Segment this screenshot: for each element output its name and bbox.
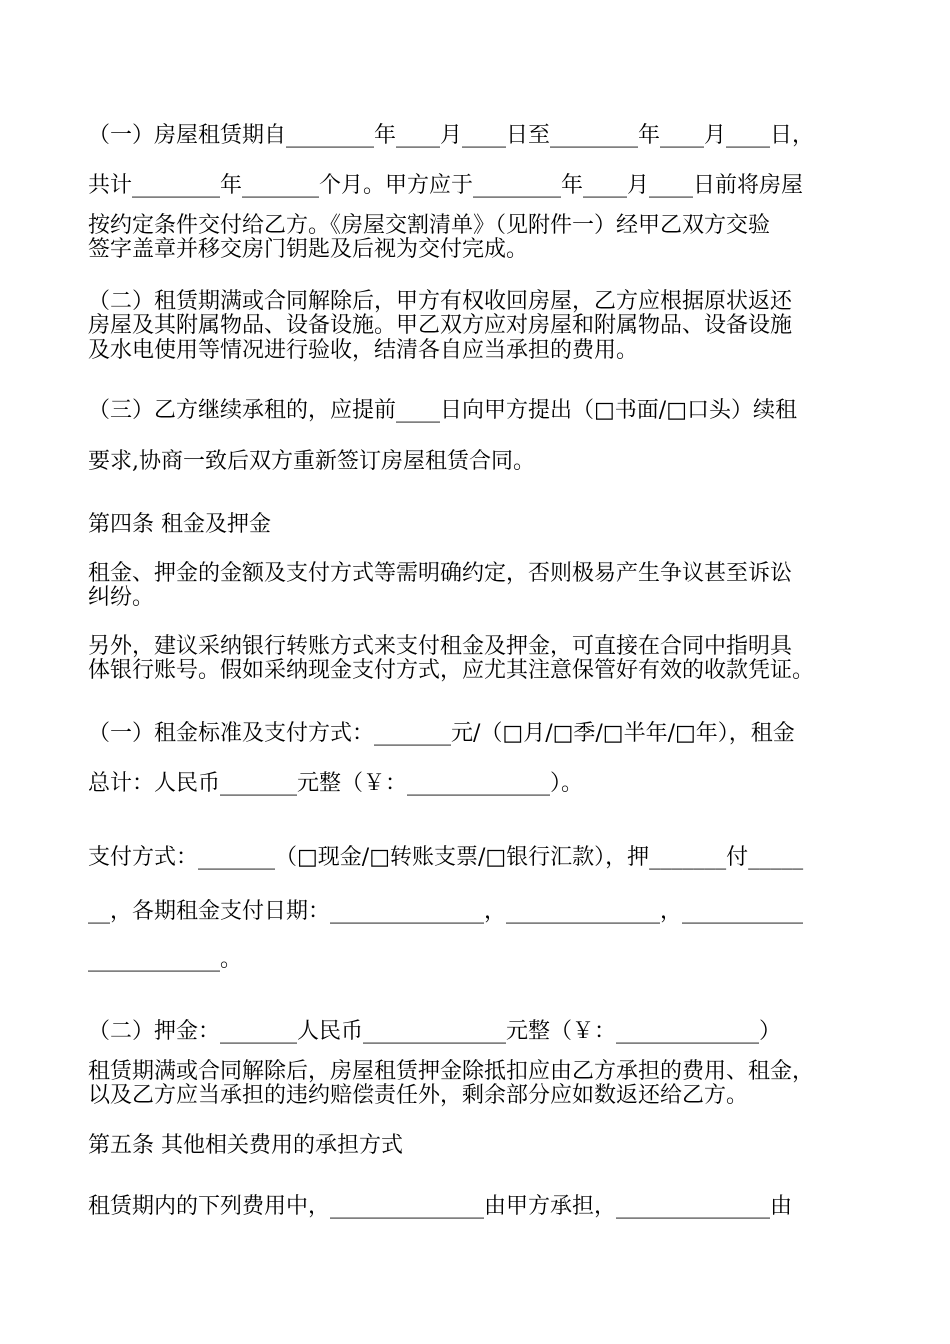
renewal-clause-line-2: 要求,协商一致后双方重新签订房屋租赁合同。	[88, 449, 535, 474]
deposit-return-line-2: 以及乙方应当承担的违约赔偿责任外，剩余部分应如数返还给乙方。	[88, 1083, 749, 1108]
fees-line: 租赁期内的下列费用中，______________由甲方承担，______________由	[88, 1194, 793, 1219]
lease-term-line-2: 共计________年_______个月。甲方应于________年____月____日前将房屋	[88, 173, 804, 198]
return-clause-line-1: （二）租赁期满或合同解除后，甲方有权收回房屋，乙方应根据原状返还	[88, 289, 793, 314]
article-four-heading: 第四条 租金及押金	[88, 512, 271, 537]
deposit-return-line-1: 租赁期满或合同解除后，房屋租赁押金除抵扣应由乙方承担的费用、租金，	[88, 1059, 815, 1084]
rent-standard-line-2: 总计：人民币_______元整（￥：_____________）。	[88, 771, 584, 796]
payment-method-line-3: ____________。	[88, 947, 243, 972]
article-five-heading: 第五条 其他相关费用的承担方式	[88, 1133, 403, 1158]
payment-method-line-1: 支付方式：_______（□现金/□转账支票/□银行汇款），押_______付_____	[88, 845, 804, 870]
payment-advice-line-2: 体银行账号。假如采纳现金支付方式，应尤其注意保管好有效的收款凭证。	[88, 658, 815, 683]
return-clause-line-3: 及水电使用等情况进行验收，结清各自应当承担的费用。	[88, 338, 639, 363]
rent-standard-line-1: （一）租金标准及支付方式：_______元/（□月/□季/□半年/□年），租金	[88, 721, 795, 746]
payment-method-line-2: __，各期租金支付日期：______________，______________，___________	[88, 899, 804, 924]
rent-note-line-1: 租金、押金的金额及支付方式等需明确约定，否则极易产生争议甚至诉讼	[88, 561, 793, 586]
lease-term-line-4: 签字盖章并移交房门钥匙及后视为交付完成。	[88, 237, 529, 262]
lease-term-line-1: （一）房屋租赁期自________年____月____日至________年____月____日，	[88, 123, 815, 148]
renewal-clause-line-1: （三）乙方继续承租的，应提前____日向甲方提出（□书面/□口头）续租	[88, 398, 797, 423]
deposit-line: （二）押金：_______人民币_____________元整（￥：_____________）	[88, 1019, 782, 1044]
payment-advice-line-1: 另外，建议采纳银行转账方式来支付租金及押金，可直接在合同中指明具	[88, 634, 793, 659]
return-clause-line-2: 房屋及其附属物品、设备设施。甲乙双方应对房屋和附属物品、设备设施	[88, 313, 793, 338]
lease-term-line-3: 按约定条件交付给乙方。《房屋交割清单》（见附件一）经甲乙双方交验	[88, 213, 771, 238]
rent-note-line-2: 纠纷。	[88, 585, 155, 610]
